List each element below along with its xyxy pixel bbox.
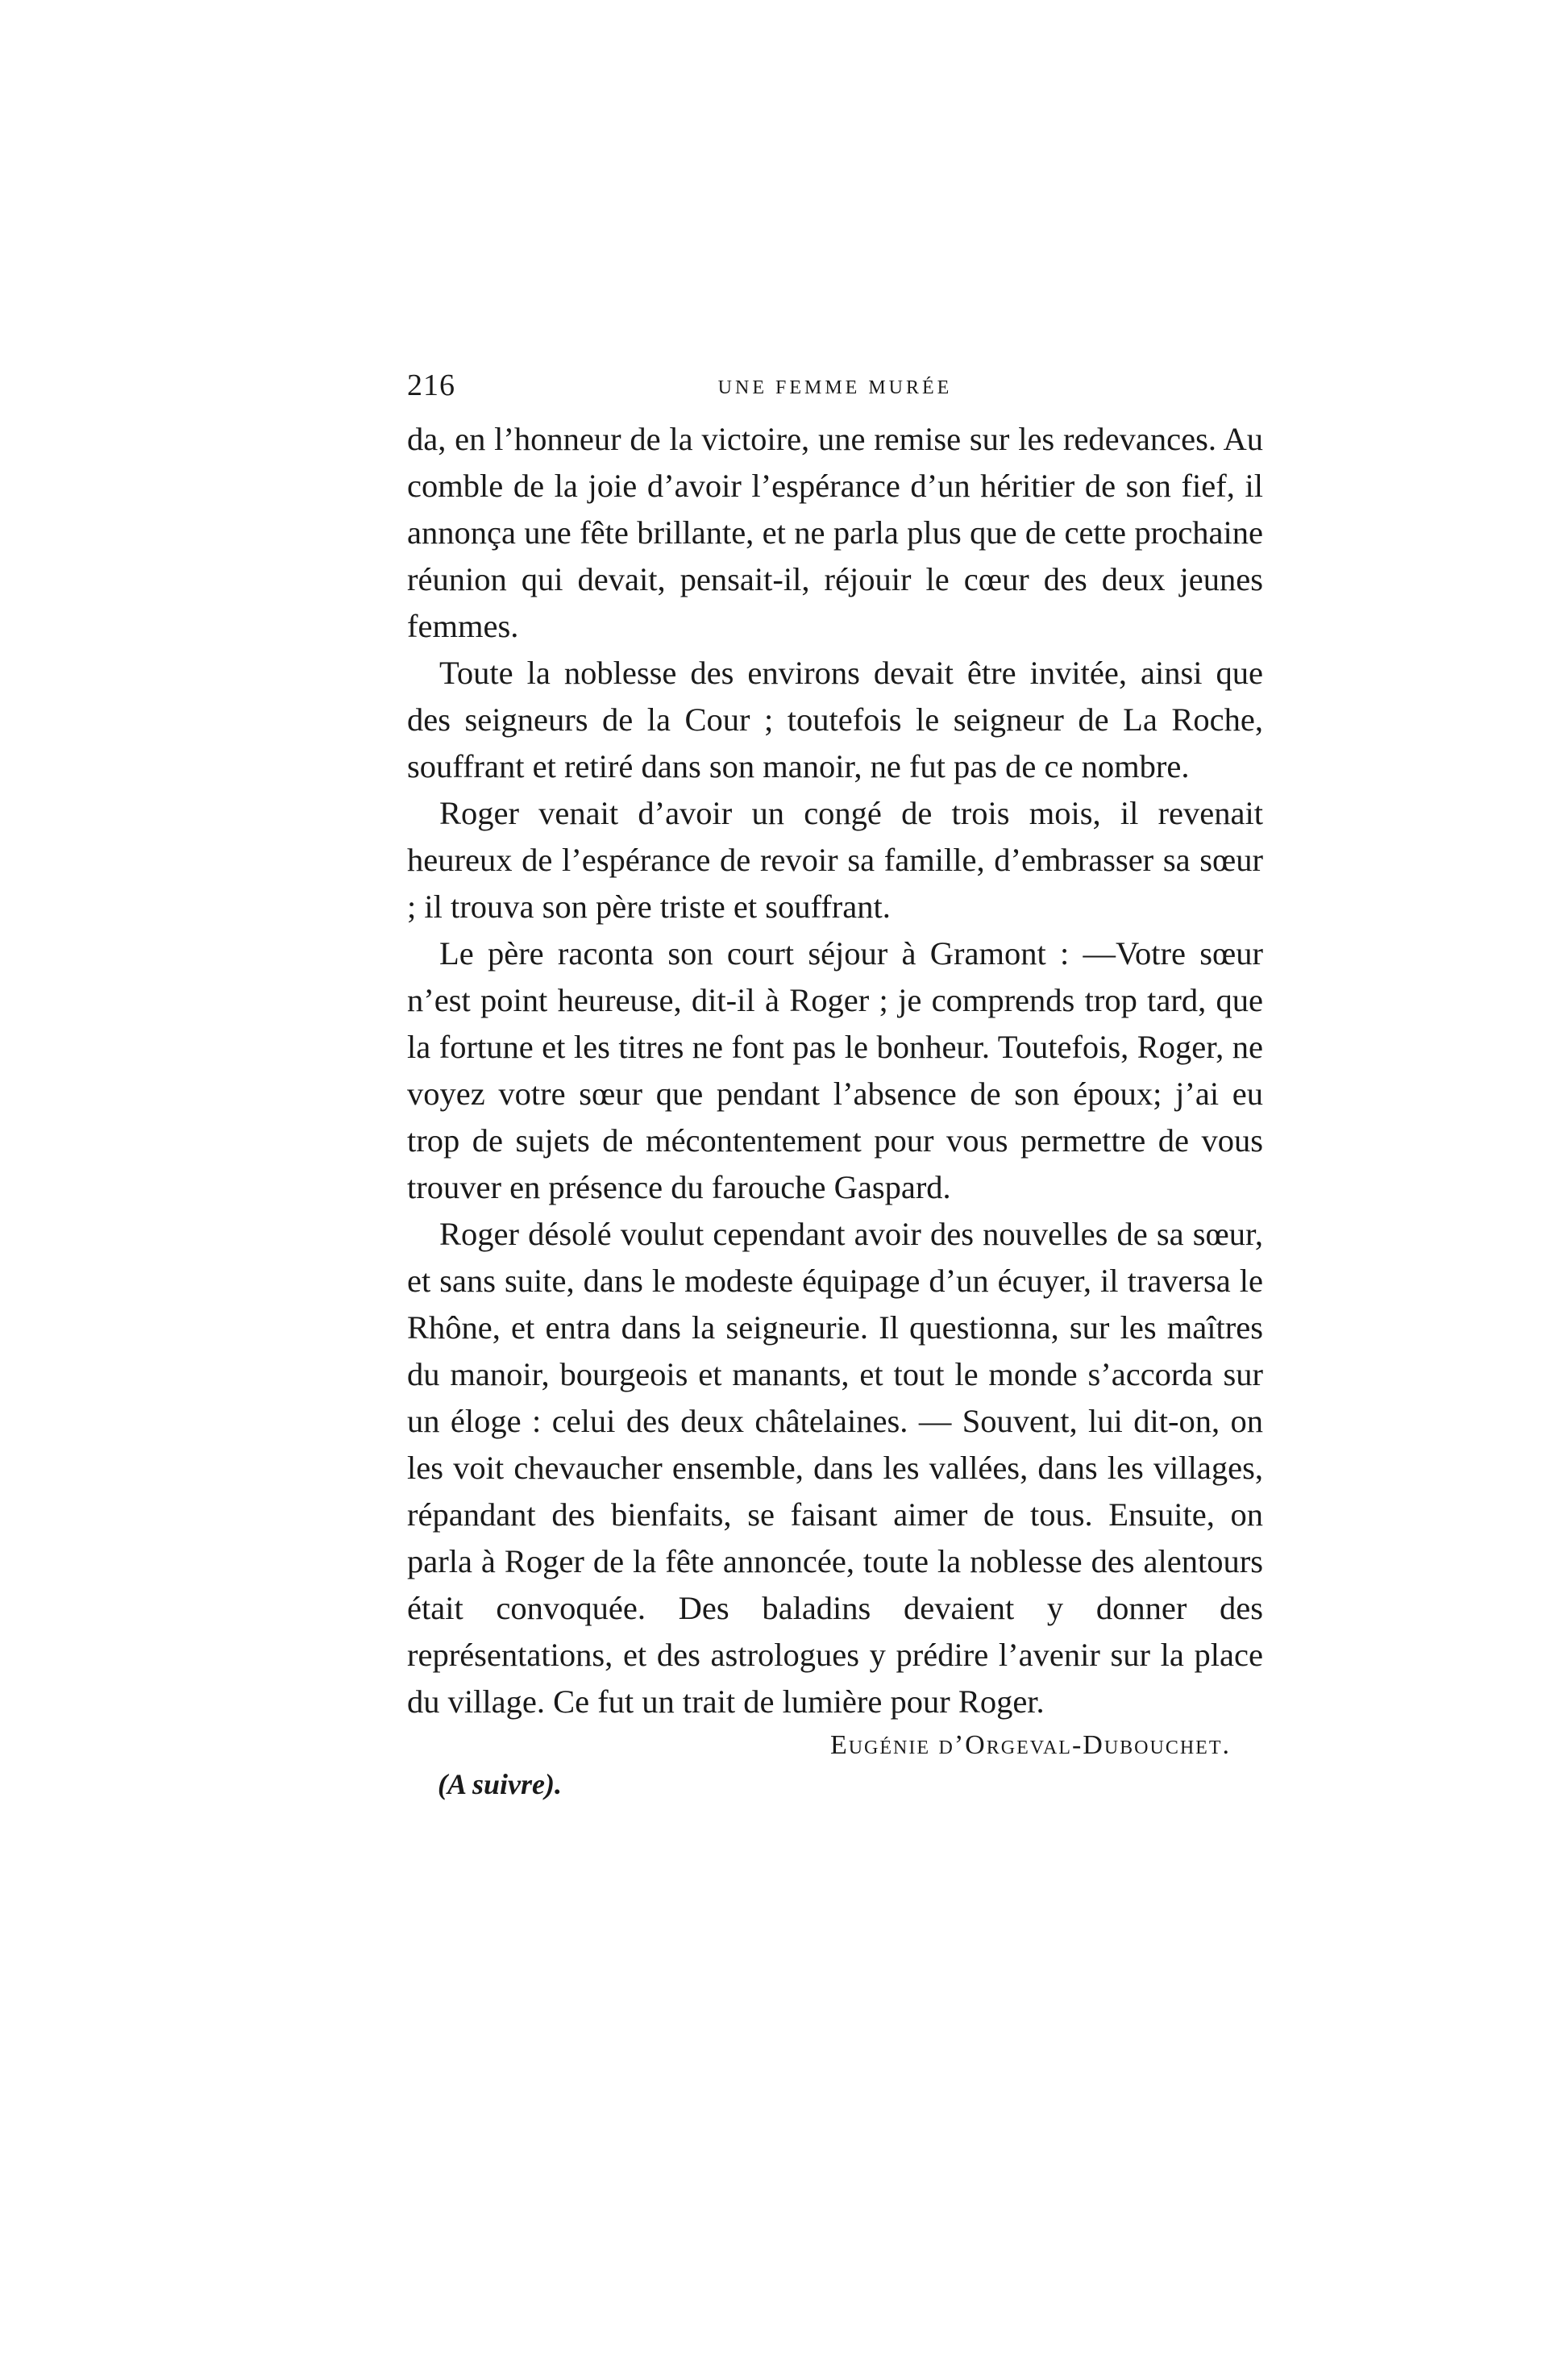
paragraph-2: Toute la noblesse des environs devait être invitée, ainsi que des seigneurs de la Cour ; toutefois le seigneur de La Roche, souffrant et retiré dans son manoir, ne fut pas de ce nombre. bbox=[407, 655, 1263, 784]
paragraph-3: Roger venait d’avoir un congé de trois mois, il revenait heureux de l’espérance de revoir sa famille, d’embrasser sa sœur ; il trouva son père triste et souffrant. bbox=[407, 795, 1263, 925]
paragraph-5: Roger désolé voulut cependant avoir des nouvelles de sa sœur, et sans suite, dans le modeste équipage d’un écuyer, il traversa le Rhône, et entra dans la seigneurie. Il questionna, sur les maîtres du manoir, bourgeois et manants, et tout le monde s’accorda sur un éloge : celui des deux châtelaines. — Souvent, lui dit-on, on les voit chevaucher ensemble, dans les vallées, dans les villages, répandant des bienfaits, se faisant aimer de tous. Ensuite, on parla à Roger de la fête annoncée, toute la noblesse des alentours était convoquée. Des baladins devaient y donner des représentations, et des astrologues y prédire l’avenir sur la place du village. Ce fut un trait de lumière pour Roger. bbox=[407, 1216, 1263, 1720]
paragraph-4: Le père raconta son court séjour à Gramont : —Votre sœur n’est point heureuse, dit-il à Roger ; je comprends trop tard, que la fortune et les titres ne font pas le bonheur. Toutefois, Roger, ne voyez votre sœur que pendant l’absence de son époux; j’ai eu trop de sujets de mécontentement pour vous permettre de vous trouver en présence du farouche Gaspard. bbox=[407, 935, 1263, 1205]
author-signature: Eugénie d’Orgeval-Dubouchet. bbox=[829, 1730, 1231, 1760]
body-text bbox=[407, 416, 1263, 1725]
to-be-continued: (A suivre). bbox=[438, 1768, 563, 1800]
running-title: UNE FEMME MURÉE bbox=[717, 377, 953, 398]
book-page bbox=[407, 363, 1263, 1801]
running-header bbox=[407, 363, 1263, 411]
page-number: 216 bbox=[407, 368, 455, 402]
paragraph-1: da, en l’honneur de la victoire, une remise sur les redevances. Au comble de la joie d’avoir l’espérance d’un héritier de son fief, il annonça une fête brillante, et ne parla plus que de cette prochaine réunion qui devait, pensait-il, réjouir le cœur des deux jeunes femmes. bbox=[407, 421, 1263, 644]
